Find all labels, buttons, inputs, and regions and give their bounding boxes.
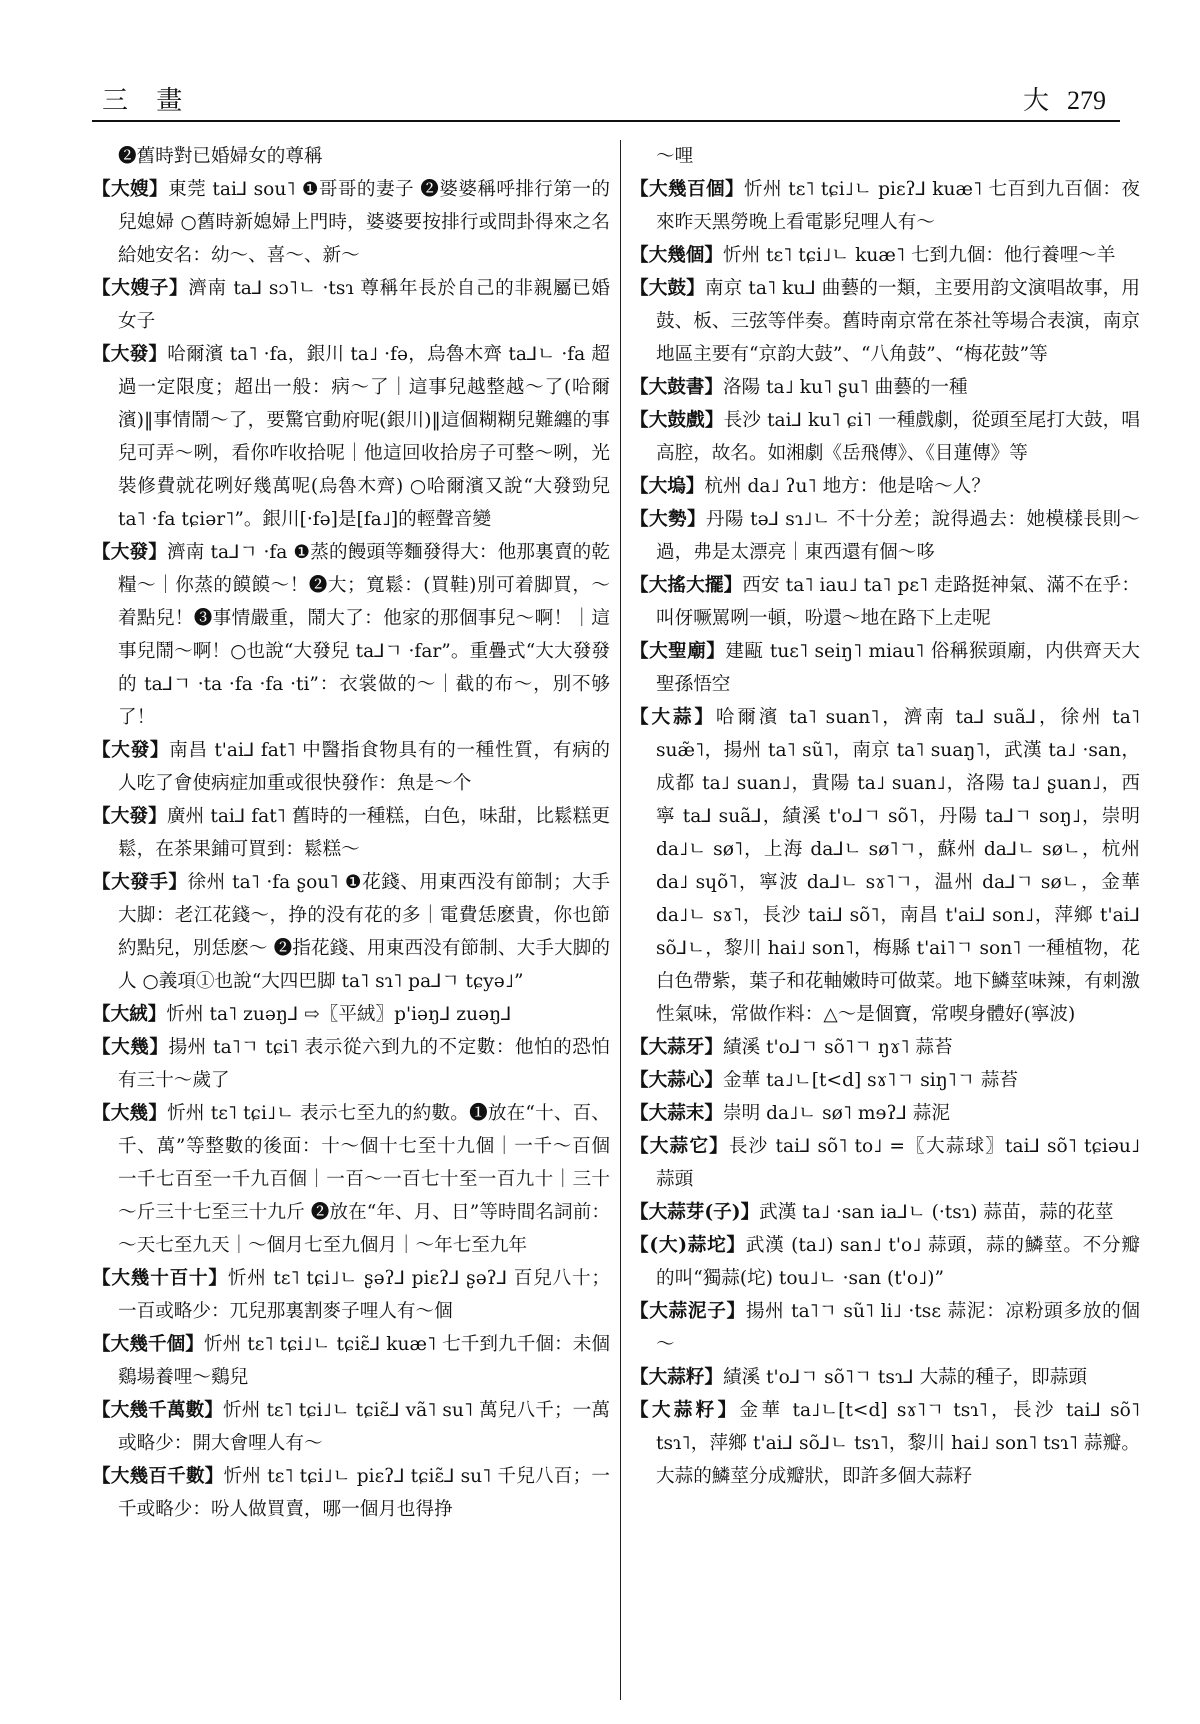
entry-definition: 忻州 tɛ˥ tɕi˩ㄴ piɛʔ⅃ tɕiɛ̃⅃ su˥ 千兒八百；一千或略少：吩人做買賣，哪一個月也得挣 — [118, 1466, 610, 1520]
header-character: 大 — [1022, 86, 1049, 116]
entry-definition: 忻州 tɛ˥ tɕi˩ㄴ 表示七至九的約數。❶放在“十、百、千、萬”等整數的後面：十～個十七至十九個｜一千～百個一千七百至一千九百個｜一百～一百七十至一百九十｜三十～斤三十七至三十九斤 ❷放在“年、月、日”等時間名詞前：～天七至九天｜～個月七至九個月｜～年七至九年 — [118, 1103, 610, 1256]
entry-headword: 【大蒜籽】 — [630, 1367, 723, 1388]
section-title: 三 畫 — [102, 86, 193, 116]
entry-headword: 【大蒜籽】 — [630, 1400, 740, 1421]
entry-headword: 【大幾】 — [92, 1103, 168, 1124]
column-divider — [620, 140, 621, 1700]
entry-definition: 忻州 tɛ˥ tɕi˩ㄴ kuæ˥ 七到九個：他行養哩～羊 — [722, 245, 1116, 266]
entry-definition: 金華 ta˩ㄴ[t<d] sɤ˥ㄱ tsɿ˥，長沙 tai⅃ sõ˥ tsɿ˥，萍鄉 t'ai⅃ sõ⅃ㄴ tsɿ˥，黎川 hai˩ son˥ tsɿ˥ 蒜瓣。大蒜的鱗莖分成瓣狀，即許多個大蒜籽 — [656, 1400, 1140, 1487]
dictionary-entry — [630, 1196, 1140, 1229]
entry-definition: ❷舊時對已婚婦女的尊稱 — [118, 146, 323, 167]
dictionary-entry — [92, 1328, 610, 1394]
entry-definition: 武漢 (ta˩) san˩ t'o˩ 蒜頭，蒜的鱗莖。不分瓣的叫“獨蒜(坨) tou˩ㄴ ·san (t'o˩)” — [656, 1235, 1140, 1289]
dictionary-entry — [630, 140, 1140, 173]
dictionary-entry — [92, 734, 610, 800]
entry-definition: 杭州 da˩ ʔu˥ 地方：他是啥～人？ — [704, 476, 990, 497]
entry-definition: 忻州 tɛ˥ tɕi˩ㄴ tɕiɛ̃⅃ vã˥ su˥ 萬兒八千；一萬或略少：開大會哩人有～ — [118, 1400, 610, 1454]
entry-definition: 徐州 ta˥ ·fa ʂou˥ ❶花錢、用東西没有節制；大手大脚：老江花錢～，挣的没有花的多｜電費恁麽貴，你也節約點兒，別恁麽～ ❷指花錢、用東西没有節制、大手大脚的人 ○義項①也說“大四巴脚 ta˥ sɿ˥ pa⅃ㄱ tɕyə˩” — [118, 872, 610, 992]
entry-headword: 【大鼓】 — [630, 278, 705, 299]
entry-headword: 【大發】 — [92, 740, 170, 761]
entry-definition: 哈爾濱 ta˥ suan˥，濟南 ta⅃ suã⅃，徐州 ta˥ suæ̃˥，揚州 ta˥ sũ˥，南京 ta˥ suaŋ˥，武漢 ta˩ ·san，成都 ta˩ suan˩，貴陽 ta˩ suan˩，洛陽 ta˩ ʂuan˩，西寧 ta⅃ suã⅃，績溪 t'o⅃ㄱ sõ˥，丹陽 ta⅃ㄱ soŋ˩，崇明 da˩ㄴ sø˥，上海 da⅃ㄴ sø˥ㄱ，蘇州 da⅃ㄴ søㄴ，杭州 da˩ sɥõ˥，寧波 da⅃ㄴ sɤ˥ㄱ，温州 da⅃ㄱ søㄴ，金華 da˩ㄴ sɤ˥，長沙 tai⅃ sõ˥，南昌 t'ai⅃ son˩，萍鄉 t'ai⅃ sõ⅃ㄴ，黎川 hai˩ son˥，梅縣 t'ai˥ㄱ son˥ 一種植物，花白色帶紫，葉子和花軸嫩時可做菜。地下鱗莖味辣，有刺激性氣味，常做作料：△～是個寶，常喫身體好(寧波) — [656, 707, 1140, 1025]
entry-headword: 【大鼓戲】 — [630, 410, 724, 431]
dictionary-entry — [630, 701, 1140, 1031]
entry-definition: 揚州 ta˥ㄱ tɕi˥ 表示從六到九的不定數：他怕的恐怕有三十～歲了 — [118, 1037, 610, 1091]
dictionary-entry — [630, 173, 1140, 239]
entry-headword: 【大幾百千數】 — [92, 1466, 224, 1487]
entry-definition: 東莞 tai⅃ sou˥ ❶哥哥的妻子 ❷婆婆稱呼排行第一的兒媳婦 ○舊時新媳婦上門時，婆婆要按排行或問卦得來之名給她安名：幼～、喜～、新～ — [118, 179, 610, 266]
entry-definition: 濟南 ta⅃ㄱ ·fa ❶蒸的饅頭等麵發得大：他那裏賣的乾糧～｜你蒸的饃饃～！❷大；寬鬆：(買鞋)別可着脚買，～着點兒！❸事情嚴重，鬧大了：他家的那個事兒～啊！｜這事兒鬧～啊！○也說“大發兒 ta⅃ㄱ ·far”。重疊式“大大發發的 ta⅃ㄱ ·ta ·fa ·fa ·ti”：衣裳做的～｜截的布～，別不够了！ — [118, 542, 610, 728]
entry-headword: 【大幾百個】 — [630, 179, 744, 200]
dictionary-entry — [92, 998, 610, 1031]
entry-headword: 【大蒜泥子】 — [630, 1301, 746, 1322]
entry-headword: 【大幾十百十】 — [92, 1268, 228, 1289]
dictionary-entry — [630, 569, 1140, 635]
dictionary-entry — [630, 371, 1140, 404]
entry-definition: 濟南 ta⅃ sɔ˥ㄴ ·tsɿ 尊稱年長於自己的非親屬已婚女子 — [118, 278, 610, 332]
dictionary-entry — [92, 1031, 610, 1097]
entry-headword: 【大勢】 — [630, 509, 706, 530]
dictionary-entry — [92, 1262, 610, 1328]
dictionary-entry — [630, 1097, 1140, 1130]
dictionary-entry — [630, 470, 1140, 503]
dictionary-entry — [92, 1097, 610, 1262]
dictionary-entry — [630, 1394, 1140, 1493]
dictionary-entry — [630, 1295, 1140, 1361]
entry-headword: 【大蒜心】 — [630, 1070, 723, 1091]
entry-definition: 南京 ta˥ ku⅃ 曲藝的一類，主要用韵文演唱故事，用鼓、板、三弦等伴奏。舊時南京常在茶社等場合表演，南京地區主要有“京韵大鼓”、“八角鼓”、“梅花鼓”等 — [656, 278, 1140, 365]
entry-definition: 金華 ta˩ㄴ[t<d] sɤ˥ㄱ siŋ˥ㄱ 蒜苔 — [722, 1070, 1018, 1091]
entry-definition: 丹陽 tə⅃ sɿ˩ㄴ 不十分差；說得過去：她模樣長則～過，弗是太漂亮｜東西還有個～哆 — [656, 509, 1140, 563]
dictionary-entry — [92, 1394, 610, 1460]
entry-definition: 長沙 tai⅃ ku˥ ɕi˥ 一種戲劇，從頭至尾打大鼓，唱高腔，故名。如湘劇《岳飛傳》、《目蓮傳》等 — [656, 410, 1140, 464]
entry-headword: 【大發手】 — [92, 872, 188, 893]
entry-definition: 忻州 ta˥ zuəŋ⅃ ⇨〖平絨〗p'iəŋ⅃ zuəŋ⅃ — [166, 1004, 512, 1025]
entry-headword: 【大搖大擺】 — [630, 575, 743, 596]
entry-definition: 南昌 t'ai⅃ fat˥ 中醫指食物具有的一種性質，有病的人吃了會使病症加重或很快發作：魚是～个 — [118, 740, 610, 794]
entry-definition: 長沙 tai⅃ sõ˥ to˩ =〖大蒜球〗tai⅃ sõ˥ tɕiəu˩ 蒜頭 — [656, 1136, 1140, 1190]
dictionary-entry — [92, 272, 610, 338]
entry-headword: 【大蒜】 — [630, 707, 716, 728]
dictionary-entry — [92, 536, 610, 734]
entry-headword: 【大發】 — [92, 344, 168, 365]
entry-headword: 【大幾千個】 — [92, 1334, 204, 1355]
entry-definition: 洛陽 ta˩ ku˥ ʂu˥ 曲藝的一種 — [722, 377, 968, 398]
dictionary-entry — [630, 1130, 1140, 1196]
entry-headword: 【大幾個】 — [630, 245, 723, 266]
dictionary-entry — [630, 1229, 1140, 1295]
dictionary-entry — [630, 239, 1140, 272]
entry-definition: ～哩 — [656, 146, 694, 167]
entry-headword: 【大幾千萬數】 — [92, 1400, 223, 1421]
dictionary-entry — [630, 404, 1140, 470]
entry-headword: 【大蒜芽(子)】 — [630, 1202, 760, 1223]
page-header — [92, 74, 1120, 122]
entry-definition: 忻州 tɛ˥ tɕi˩ㄴ ʂəʔ⅃ piɛʔ⅃ ʂəʔ⅃ 百兒八十；一百或略少：兀兒那裏割麥子哩人有～個 — [118, 1268, 610, 1322]
dictionary-entry — [92, 173, 610, 272]
entry-definition: 廣州 tai⅃ fat˥ 舊時的一種糕，白色，味甜，比鬆糕更鬆，在茶果鋪可買到：鬆糕～ — [118, 806, 610, 860]
entry-headword: 【大發】 — [92, 806, 167, 827]
entry-headword: 【大塢】 — [630, 476, 705, 497]
entry-headword: 【大蒜牙】 — [630, 1037, 723, 1058]
page-number: 279 — [1067, 86, 1106, 115]
dictionary-entry — [92, 800, 610, 866]
entry-headword: 【大發】 — [92, 542, 167, 563]
entry-headword: 【大幾】 — [92, 1037, 169, 1058]
entry-definition: 哈爾濱 ta˥ ·fa，銀川 ta˩ ·fə，烏魯木齊 ta⅃ㄴ ·fa 超過一定限度；超出一般：病～了｜這事兒越整越～了(哈爾濱)‖事情鬧～了，要驚官動府呢(銀川)‖這個糊糊兒難纏的事兒可弄～咧，看你咋收拾呢｜他這回收拾房子可整～咧，光裝修費就花咧好幾萬呢(烏魯木齊) ○哈爾濱又說“大發勁兒 ta˥ ·fa tɕiər˥”。銀川[·fə]是[fa˩]的輕聲音變 — [118, 344, 610, 530]
left-column — [92, 140, 610, 1526]
entry-definition: 揚州 ta˥ㄱ sũ˥ li˩ ·tsɛ 蒜泥：凉粉頭多放的個～ — [656, 1301, 1140, 1355]
entry-headword: 【大嫂子】 — [92, 278, 189, 299]
dictionary-entry — [630, 272, 1140, 371]
entry-definition: 績溪 t'o⅃ㄱ sõ˥ㄱ ŋɤ˥ 蒜苔 — [722, 1037, 953, 1058]
entry-definition: 績溪 t'o⅃ㄱ sõ˥ㄱ tsɿ⅃ 大蒜的種子，即蒜頭 — [722, 1367, 1087, 1388]
entry-definition: 忻州 tɛ˥ tɕi˩ㄴ tɕiɛ̃⅃ kuæ˥ 七千到九千個：未個鷄場養哩～鷄兒 — [118, 1334, 610, 1388]
entry-headword: 【(大)蒜坨】 — [630, 1235, 746, 1256]
entry-definition: 建甌 tuɛ˥ seiŋ˥ miau˥ 俗稱猴頭廟，内供齊天大聖孫悟空 — [656, 641, 1140, 695]
entry-definition: 西安 ta˥ iau˩ ta˥ pɛ˥ 走路挺神氣、滿不在乎：叫伢噘罵咧一頓，吩還～地在路下上走呢 — [656, 575, 1140, 629]
dictionary-entry — [630, 1031, 1140, 1064]
dictionary-entry — [92, 866, 610, 998]
entry-headword: 【大聖廟】 — [630, 641, 726, 662]
entry-headword: 【大鼓書】 — [630, 377, 723, 398]
entry-definition: 忻州 tɛ˥ tɕi˩ㄴ piɛʔ⅃ kuæ˥ 七百到九百個：夜來昨天黑勞晚上看電影兒哩人有～ — [656, 179, 1140, 233]
entry-headword: 【大嫂】 — [92, 179, 169, 200]
entry-headword: 【大蒜它】 — [630, 1136, 729, 1157]
entry-definition: 崇明 da˩ㄴ sø˥ mɘʔ⅃ 蒜泥 — [722, 1103, 950, 1124]
header-right — [1023, 80, 1106, 117]
right-column — [630, 140, 1140, 1493]
dictionary-entry — [92, 140, 610, 173]
entry-headword: 【大絨】 — [92, 1004, 167, 1025]
dictionary-entry — [92, 1460, 610, 1526]
entry-headword: 【大蒜末】 — [630, 1103, 723, 1124]
entry-definition: 武漢 ta˩ ·san ia⅃ㄴ (·tsɿ) 蒜苗，蒜的花莖 — [759, 1202, 1114, 1223]
dictionary-entry — [630, 503, 1140, 569]
dictionary-entry — [630, 1361, 1140, 1394]
dictionary-entry — [92, 338, 610, 536]
dictionary-entry — [630, 1064, 1140, 1097]
dictionary-entry — [630, 635, 1140, 701]
